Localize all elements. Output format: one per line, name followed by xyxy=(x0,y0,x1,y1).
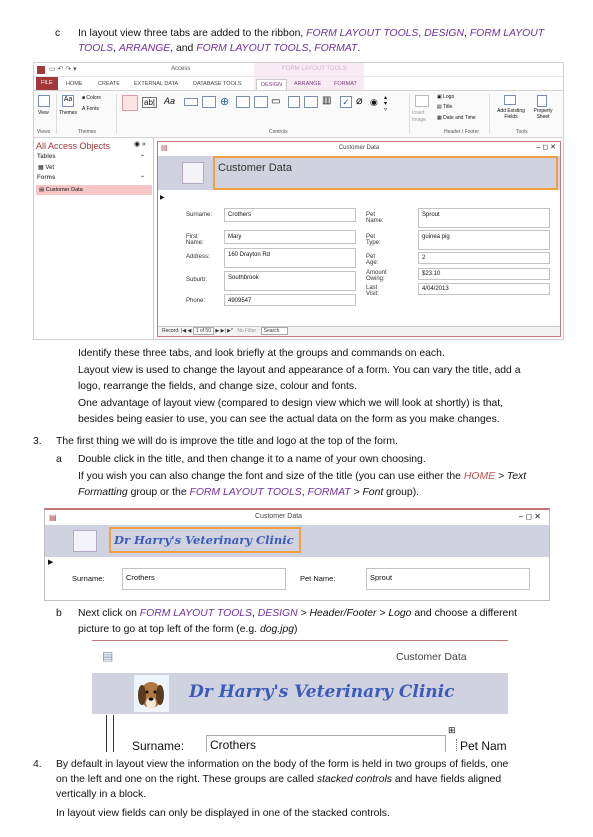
step-b-line-1 xyxy=(78,606,517,622)
checkbox-icon[interactable]: ✓ xyxy=(340,96,352,108)
form-title-box[interactable] xyxy=(213,156,558,190)
form-title: Customer Data xyxy=(218,162,292,174)
intro-line-2 xyxy=(78,41,360,57)
field-value[interactable]: 4/04/2013 xyxy=(418,283,550,295)
form-header xyxy=(92,673,508,714)
nav-menu-icon[interactable]: ◉ « xyxy=(134,141,146,148)
ribbon-tabs xyxy=(34,77,563,90)
form-window-title: Customer Data xyxy=(255,513,303,520)
logo-ref: Logo xyxy=(388,608,412,619)
title-button[interactable]: ▤ Title xyxy=(437,104,453,110)
record-position[interactable]: 1 of 50 xyxy=(193,327,214,335)
flt-ref: FORM LAYOUT TOOLS xyxy=(189,487,302,498)
field-label: Last Visit: xyxy=(366,285,379,297)
hyperlink-icon[interactable]: ⊕ xyxy=(220,96,230,108)
field-value[interactable]: 2 xyxy=(418,252,550,264)
form-window-title: Customer Data xyxy=(396,651,467,663)
nav-first-icon[interactable]: |◀ ◀ xyxy=(180,328,192,334)
text: group). xyxy=(386,487,420,498)
body-text: One advantage of layout view (compared to design view which we will look at shortly) is that, xyxy=(78,398,504,409)
intro-line-1 xyxy=(78,26,544,42)
formatting-ref: Formatting xyxy=(78,487,128,498)
intro-sep: , xyxy=(113,43,119,54)
combo-box-icon[interactable] xyxy=(304,96,318,108)
field-value[interactable]: 160 Drayton Rd xyxy=(224,248,356,268)
form-title: Dr Harry's Veterinary Clinic xyxy=(189,682,455,702)
dog-icon xyxy=(134,675,169,712)
intro-tab-design: DESIGN xyxy=(424,28,464,39)
step-4-line-2 xyxy=(56,772,501,788)
text: and have fields aligned xyxy=(394,774,502,785)
text: Next click on xyxy=(78,608,137,619)
view-icon[interactable] xyxy=(38,95,50,107)
field-label: Surname: xyxy=(186,212,213,218)
insert-image-icon[interactable] xyxy=(415,95,429,107)
step-number: 4. xyxy=(33,759,42,770)
button-control-icon[interactable] xyxy=(184,98,198,106)
field-value[interactable]: $23.10 xyxy=(418,268,550,280)
comma: , xyxy=(252,608,255,619)
tab-arrange[interactable]: ARRANGE xyxy=(294,81,322,87)
dog-logo-image[interactable] xyxy=(134,675,169,712)
intro-tab-flt: FORM LAYOUT TOOLS xyxy=(306,28,419,39)
step-4-line-4: In layout view fields can only be displayed in one of the stacked controls. xyxy=(56,808,390,819)
intro-arrange: ARRANGE xyxy=(118,43,171,54)
field-value[interactable]: Southbrook xyxy=(224,271,356,291)
form-title: Dr Harry's Veterinary Clinic xyxy=(114,533,294,547)
access-app-icon xyxy=(37,66,45,74)
ribbon-body xyxy=(34,90,563,138)
views-group-label: Views xyxy=(37,129,51,135)
title-label: Title xyxy=(443,104,453,110)
form-title-box[interactable] xyxy=(109,527,301,553)
field-value[interactable]: Mary xyxy=(224,230,356,244)
property-sheet-icon[interactable] xyxy=(537,95,547,107)
intro-and: , and xyxy=(170,43,194,54)
gt: > xyxy=(353,487,360,498)
field-value[interactable]: 4909547 xyxy=(224,294,356,306)
step-a-marker: a xyxy=(56,454,62,465)
format-ref: FORMAT xyxy=(307,487,351,498)
record-selector-icon[interactable]: ▶ xyxy=(160,195,165,201)
step-b-marker: b xyxy=(56,608,62,619)
field-label: Suburb: xyxy=(186,277,208,283)
tab-home[interactable]: HOME xyxy=(66,81,83,87)
header-footer-group-label: Header / Footer xyxy=(444,129,480,135)
logo-label: Logo xyxy=(443,94,455,100)
label-icon[interactable]: Aa xyxy=(164,96,176,106)
no-filter-indicator[interactable]: No Filter xyxy=(237,328,257,334)
search-input[interactable]: Search xyxy=(261,327,289,335)
add-fields-label: Add Existing Fields xyxy=(497,108,525,120)
date-time-button[interactable]: ▦ Date and Time xyxy=(437,115,476,121)
record-label: Record: xyxy=(162,328,180,334)
form-customer-data[interactable]: ▤ Customer Data xyxy=(36,185,152,195)
tab-file[interactable]: FILE xyxy=(36,77,58,90)
form-window-title: Customer Data xyxy=(338,145,380,151)
access-screenshot xyxy=(33,62,564,340)
design-ref: DESIGN xyxy=(257,608,298,619)
dog-file: dog.jpg xyxy=(259,624,295,635)
field-label: Pet Name: xyxy=(300,574,336,583)
navigation-pane xyxy=(34,138,154,340)
form-screenshot-2 xyxy=(44,508,550,601)
gt: > xyxy=(379,608,386,619)
form-screenshot-3 xyxy=(92,640,508,752)
app-title: Access xyxy=(171,66,191,72)
tab-create[interactable]: CREATE xyxy=(98,81,120,87)
text: and choose a different xyxy=(414,608,517,619)
intro-sep: , xyxy=(464,28,467,39)
tab-external-data[interactable]: EXTERNAL DATA xyxy=(134,81,179,87)
intro-sep: , xyxy=(418,28,422,39)
step-c-marker: c xyxy=(55,28,61,39)
step-text: The first thing we will do is improve the title and logo at the top of the form. xyxy=(56,436,398,447)
separator xyxy=(409,94,410,134)
date-time-label: Date and Time xyxy=(443,115,476,121)
step-4-line-3: vertically in a block. xyxy=(56,789,147,800)
text: ) xyxy=(294,624,298,635)
layout-move-handle-icon[interactable]: ⊞ xyxy=(448,725,456,735)
field-value[interactable]: Crothers xyxy=(206,735,446,752)
intro-tab-flt-2: FORM LAYOUT xyxy=(469,28,545,39)
nav-title[interactable]: All Access Objects xyxy=(36,141,111,151)
text: group or the xyxy=(130,487,187,498)
field-value[interactable]: Sprout xyxy=(418,208,550,228)
step-a-text: Double click in the title, and then change it to a name of your own choosing. xyxy=(78,454,426,465)
table-vet-label: Vet xyxy=(45,165,55,171)
text: If you wish you can also change the font and size of the title (you can use either the xyxy=(78,471,461,482)
logo-button[interactable]: ▣ Logo xyxy=(437,94,455,100)
field-label: Pet Type: xyxy=(366,234,381,246)
attachment-icon[interactable]: ⌀ xyxy=(356,95,363,107)
window-controls[interactable]: – ◻ ✕ xyxy=(518,512,541,521)
tools-group-label: Tools xyxy=(516,129,528,135)
field-value[interactable]: Crothers xyxy=(224,208,356,222)
themes-icon[interactable]: Aa xyxy=(62,95,74,107)
intro-end: . xyxy=(357,43,361,54)
stacked-controls-term: stacked controls xyxy=(316,774,393,785)
field-label: Phone: xyxy=(186,298,206,304)
text: picture to go at top left of the form (e.g. xyxy=(78,624,258,635)
page-break-icon[interactable] xyxy=(288,96,300,108)
form-customer-data-label: Customer Data xyxy=(45,187,83,193)
gt: > xyxy=(300,608,307,619)
more-controls-icon[interactable]: ▴ ▾ ▿ xyxy=(384,95,388,113)
step-number: 3. xyxy=(33,436,42,447)
field-value[interactable]: guinea pig xyxy=(418,230,550,250)
collapse-icon[interactable]: ⌃ xyxy=(140,155,146,161)
separator xyxy=(56,94,57,134)
intro-tools: TOOLS xyxy=(78,43,114,54)
field-label: Address: xyxy=(186,254,210,260)
select-pointer-icon[interactable] xyxy=(122,95,138,111)
intro-format: FORMAT xyxy=(314,43,358,54)
tab-design[interactable]: DESIGN xyxy=(256,79,287,90)
field-label: Pet Age: xyxy=(366,254,379,266)
radio-icon[interactable]: ◉ xyxy=(370,97,378,107)
step-a-line-3 xyxy=(78,485,419,501)
field-value[interactable]: Crothers xyxy=(122,568,286,590)
text-box-icon[interactable]: ab| xyxy=(144,98,155,107)
header-footer-ref: Header/Footer xyxy=(309,608,377,619)
form-logo-icon[interactable] xyxy=(73,530,97,552)
nav-next-icon[interactable]: ▶ ▶| ▶* xyxy=(215,328,233,334)
field-label: Surname: xyxy=(132,739,185,752)
fonts-label: Fonts xyxy=(86,106,99,112)
separator xyxy=(489,94,490,134)
step-b-line-2 xyxy=(78,622,298,638)
colors-label: Colors xyxy=(86,95,101,101)
insert-image-label: Insert Image xyxy=(412,110,426,123)
property-sheet-label: Property Sheet xyxy=(533,108,553,120)
option-group-icon[interactable]: ▭ xyxy=(271,96,281,107)
form-logo-icon[interactable] xyxy=(182,162,204,184)
view-button-label: View xyxy=(38,110,49,116)
record-selector-icon[interactable] xyxy=(106,715,114,752)
body-text: besides being easier to use, you can see the actual data on the form as you make changes. xyxy=(78,414,500,425)
collapse-icon[interactable]: ⌃ xyxy=(140,176,146,182)
add-fields-icon[interactable] xyxy=(504,95,516,105)
intro-tab-flt-3: FORM LAYOUT TOOLS xyxy=(196,43,309,54)
tab-database-tools[interactable]: DATABASE TOOLS xyxy=(193,81,242,87)
save-icon[interactable]: ▭ ↶ ↷ ▾ xyxy=(49,66,77,73)
body-text: Identify these three tabs, and look briefly at the groups and commands on each. xyxy=(78,348,445,359)
field-label: First Name: xyxy=(186,234,204,246)
form-window xyxy=(157,141,561,337)
web-browser-icon[interactable] xyxy=(236,96,250,108)
colors-button[interactable]: ■ Colors xyxy=(82,95,101,101)
field-label: Amount Owing: xyxy=(366,270,387,282)
body-text: Layout view is used to change the layout and appearance of a form. You can vary the title, add a xyxy=(78,365,521,376)
nav-control-icon[interactable] xyxy=(254,96,268,108)
table-vet[interactable]: ▦ Vet xyxy=(38,165,55,171)
tab-control-icon[interactable] xyxy=(202,96,216,108)
field-label: Pet Nam xyxy=(456,739,507,752)
field-value[interactable]: Sprout xyxy=(366,568,530,590)
body-text: logo, rearrange the fields, and change size, colour and fonts. xyxy=(78,381,357,392)
form-header xyxy=(45,525,550,557)
chart-icon[interactable]: ▥ xyxy=(322,95,332,106)
intro-text: In layout view three tabs are added to the ribbon, xyxy=(78,28,304,39)
themes-group-label: Themes xyxy=(78,129,97,135)
themes-button-label: Themes xyxy=(59,110,78,116)
text-ref: Text xyxy=(506,471,527,482)
field-label: Pet Name: xyxy=(366,212,384,224)
nav-forms-header[interactable]: Forms xyxy=(37,175,56,181)
home-ref: HOME xyxy=(463,471,496,482)
text: on the left and one on the right. These groups are called xyxy=(56,774,315,785)
tab-format[interactable]: FORMAT xyxy=(334,81,357,87)
font-ref: Font xyxy=(362,487,384,498)
step-4-line-1: By default in layout view the information on the body of the form is held in two groups of fields, one xyxy=(56,759,509,770)
comma: , xyxy=(301,487,305,498)
record-navigation-bar xyxy=(158,326,560,336)
controls-group-label: Controls xyxy=(269,129,288,135)
form-icon: ▤ xyxy=(49,513,57,522)
separator xyxy=(116,94,117,134)
form-icon: ▤ xyxy=(161,145,168,152)
window-controls[interactable]: – ◻ ✕ xyxy=(536,144,556,151)
field-label: Surname: xyxy=(72,574,105,583)
form-icon: ▤ xyxy=(102,649,114,663)
gt: > xyxy=(497,471,505,482)
record-selector-icon[interactable]: ▶ xyxy=(48,559,54,566)
intro-sep: , xyxy=(308,43,315,54)
step-a-line-2 xyxy=(78,469,526,485)
fonts-button[interactable]: A Fonts xyxy=(82,106,99,112)
form-header xyxy=(158,156,560,190)
nav-tables-header[interactable]: Tables xyxy=(37,154,56,160)
flt-ref: FORM LAYOUT TOOLS xyxy=(139,608,252,619)
